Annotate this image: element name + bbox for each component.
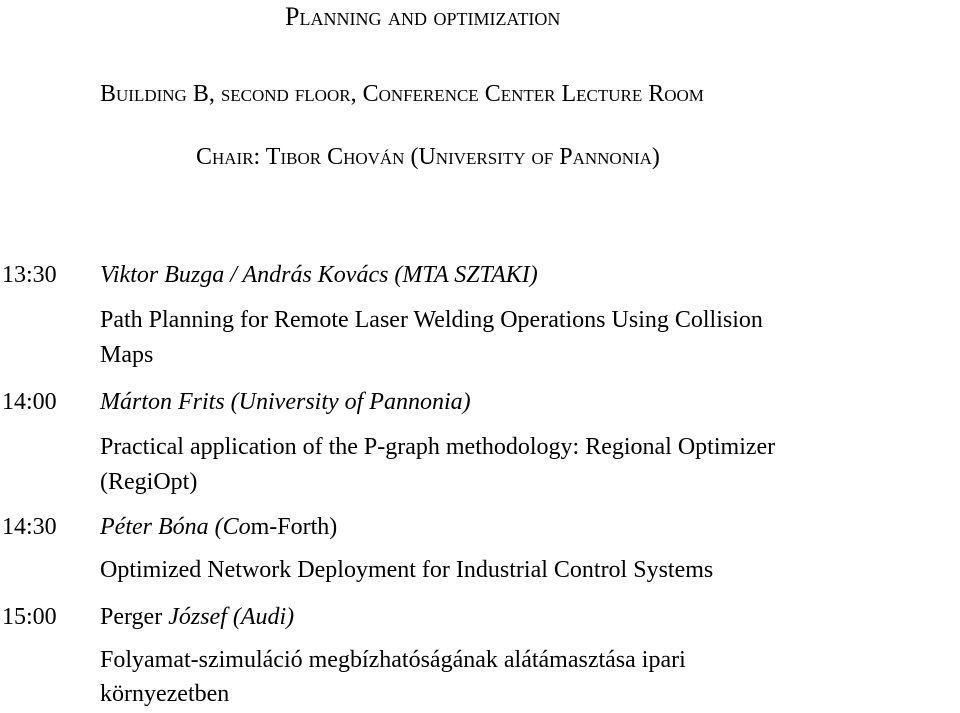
talk-speaker (100, 385, 471, 419)
talk-speaker (100, 600, 294, 634)
talk-title-line: Maps (100, 342, 154, 368)
speaker-name-italic: Péter Bóna (Co (100, 514, 251, 540)
speaker-name-italic: József (Audi) (168, 604, 295, 630)
speaker-name-upright: Perger (100, 604, 169, 630)
talk-time: 15:00 (2, 604, 57, 630)
session-chair: Chair: Tibor Chován (University of Pannonia) (196, 144, 660, 170)
talk-speaker (100, 258, 538, 292)
talk-title-line: Practical application of the P-graph methodology: Regional Optimizer (100, 434, 776, 460)
talk-title-line: Path Planning for Remote Laser Welding Operations Using Collision (100, 307, 763, 333)
talk-time: 14:30 (2, 514, 57, 540)
speaker-name-upright: m-Forth) (250, 514, 338, 540)
speaker-name: Viktor Buzga / András Kovács (MTA SZTAKI) (100, 262, 538, 288)
session-location: Building B, second floor, Conference Center Lecture Room (100, 81, 704, 107)
talk-title-line: Folyamat-szimuláció megbízhatóságának alátámasztása ipari (100, 647, 686, 673)
talk-speaker (100, 510, 337, 544)
speaker-name: Márton Frits (University of Pannonia) (100, 389, 471, 415)
talk-time: 14:00 (2, 389, 57, 415)
talk-title-line: Optimized Network Deployment for Industrial Control Systems (100, 557, 714, 583)
talk-title-line: környezetben (100, 681, 230, 707)
session-title: Planning and optimization (285, 2, 561, 31)
talk-time: 13:30 (2, 262, 57, 288)
talk-title-line: (RegiOpt) (100, 469, 198, 495)
